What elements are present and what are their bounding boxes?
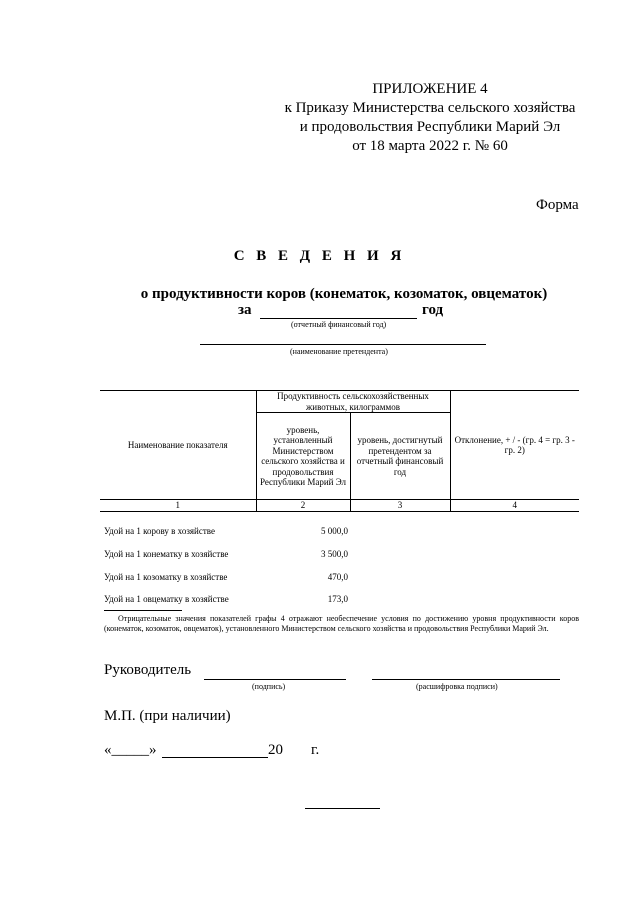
row-value-cows: 5 000,0	[321, 526, 348, 536]
row-value-ewes: 173,0	[327, 594, 348, 604]
row-label-ewes: Удой на 1 овцематку в хозяйстве	[104, 594, 229, 604]
appendix-ministry-line: и продовольствия Республики Марий Эл	[299, 119, 561, 135]
period-prefix: за	[238, 302, 252, 318]
date-month-input-line[interactable]	[162, 757, 268, 758]
form-label: Форма	[536, 197, 579, 213]
header-productivity-group: Продуктивность сельскохозяйственных животных, килограммов	[256, 391, 450, 413]
row-label-mares: Удой на 1 конематку в хозяйстве	[104, 549, 229, 559]
applicant-caption: (наименование претендента)	[290, 347, 388, 356]
column-number-2: 2	[256, 500, 350, 512]
date-year-prefix: 20	[268, 742, 283, 758]
signature-caption: (подпись)	[252, 682, 286, 691]
document-subtitle: о продуктивности коров (конематок, козоматок, овцематок)	[140, 286, 548, 302]
productivity-table	[100, 390, 579, 512]
column-number-1: 1	[100, 500, 256, 512]
header-achieved-level: уровень, достигнутый претендентом за отчетный финансовый год	[350, 413, 450, 500]
date-year-suffix: г.	[311, 742, 320, 758]
appendix-date-line: от 18 марта 2022 г. № 60	[352, 138, 508, 154]
appendix-title: ПРИЛОЖЕНИЕ 4	[372, 81, 488, 97]
footnote-text: Отрицательные значения показателей графы 4 отражают необеспечение условия по достижению уровня продуктивности коров (конематок, козоматок, овцематок), установленного Министерством сельского хозяйства и продовольствия Республики Марий Эл.	[104, 614, 579, 633]
row-label-goats: Удой на 1 козоматку в хозяйстве	[104, 572, 228, 582]
appendix-header	[230, 80, 630, 156]
column-number-3: 3	[350, 500, 450, 512]
period-caption: (отчетный финансовый год)	[291, 320, 387, 329]
stamp-label: М.П. (при наличии)	[104, 708, 231, 724]
applicant-input-line[interactable]	[200, 344, 486, 345]
appendix-order-line: к Приказу Министерства сельского хозяйства	[284, 100, 576, 116]
signature-decode-caption: (расшифровка подписи)	[416, 682, 498, 691]
date-day-field: «_____»	[104, 742, 157, 758]
header-indicator-name: Наименование показателя	[100, 391, 256, 500]
bottom-separator	[305, 808, 380, 809]
signature-input-line[interactable]	[204, 679, 346, 680]
period-suffix: год	[422, 302, 444, 318]
header-deviation: Отклонение, + / - (гр. 4 = гр. 3 - гр. 2)	[450, 391, 579, 500]
signature-decode-input-line[interactable]	[372, 679, 560, 680]
header-established-level: уровень, установленный Министерством сельского хозяйства и продовольствия Республики Марий Эл	[256, 413, 350, 500]
head-label: Руководитель	[104, 662, 192, 678]
period-input-line[interactable]	[260, 318, 417, 319]
row-value-goats: 470,0	[327, 572, 348, 582]
footnote-separator	[104, 610, 182, 611]
document-title: С В Е Д Е Н И Я	[233, 248, 406, 264]
row-label-cows: Удой на 1 корову в хозяйстве	[104, 526, 215, 536]
row-value-mares: 3 500,0	[321, 549, 348, 559]
column-number-4: 4	[450, 500, 579, 512]
